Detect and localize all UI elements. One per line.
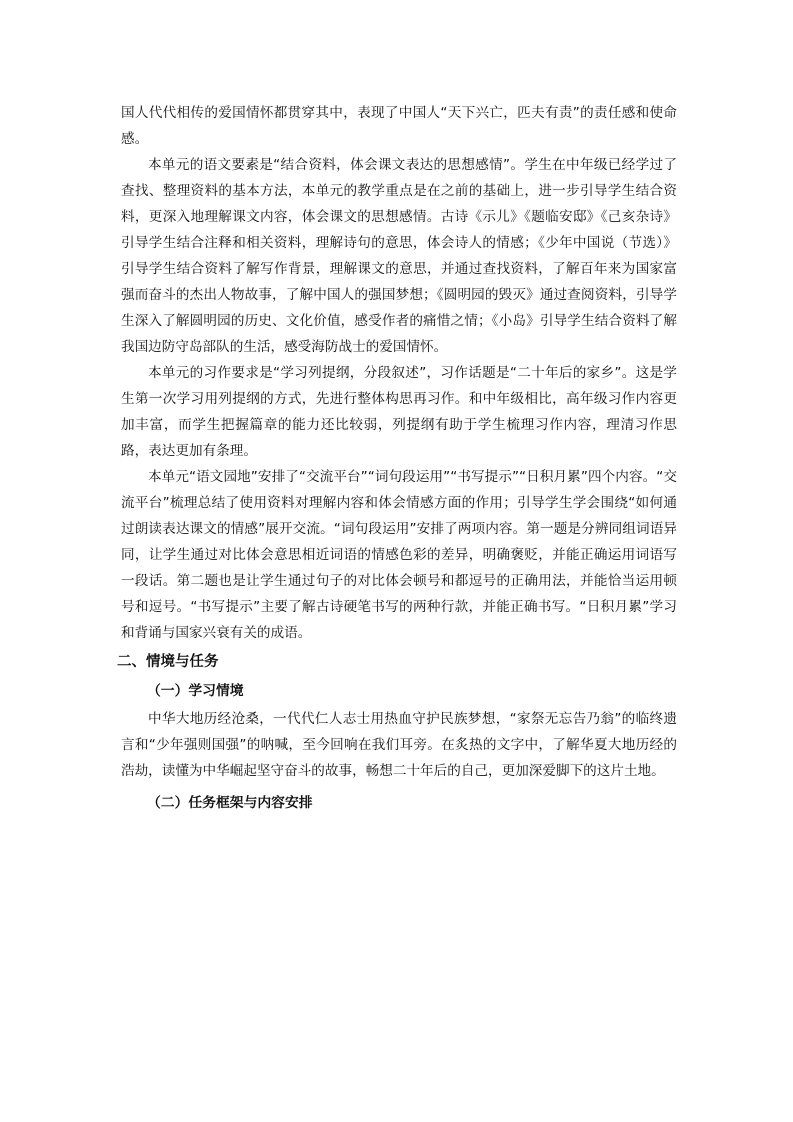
paragraph-writing-requirements: 本单元的习作要求是“学习列提纲，分段叙述”，习作话题是“二十年后的家乡”。这是学生第一次学习用列提纲的方式，先进行整体构思再习作。和中年级相比，高年级习作内容更加丰富，而学生把握篇章的能力还比较弱，列提纲有助于学生梳理习作内容，理清习作思路，表达更加有条理。 — [121, 365, 677, 459]
subsection-heading-learning-context: （一）学习情境 — [147, 683, 244, 699]
paragraph-continuation: 国人代代相传的爱国情怀都贯穿其中，表现了中国人“天下兴亡，匹夫有责”的责任感和使命感。 — [121, 105, 677, 147]
paragraph-language-elements: 本单元的语文要素是“结合资料，体会课文表达的思想感情”。学生在中年级已经学过了查找、整理资料的基本方法，本单元的教学重点是在之前的基础上，进一步引导学生结合资料，更深入地理解课文内容，体会课文的思想感情。古诗《示儿》《题临安邸》《己亥杂诗》引导学生结合注释和相关资料，理解诗句的意思，体会诗人的情感；《少年中国说（节选）》引导学生结合资料了解写作背景，理解课文的意思，并通过查找资料，了解百年来为国家富强而奋斗的杰出人物故事，了解中国人的强国梦想；《圆明园的毁灭》通过查阅资料，引导学生深入了解圆明园的历史、文化价值，感受作者的痛惜之情；《小岛》引导学生结合资料了解我国边防守岛部队的生活，感受海防战士的爱国情怀。 — [121, 157, 677, 355]
paragraph-language-garden: 本单元“语文园地”安排了“交流平台”“词句段运用”“书写提示”“日积月累”四个内容。“交流平台”梳理总结了使用资料对理解内容和体会情感方面的作用；引导学生学会围绕“如何通过朗读表达课文的情感”展开交流。“词句段运用”安排了两项内容。第一题是分辨同组词语异同，让学生通过对比体会意思相近词语的情感色彩的差异，明确褒贬，并能正确运用词语写一段话。第二题也是让学生通过句子的对比体会顿号和都逗号的正确用法，并能恰当运用顿号和逗号。“书写提示”主要了解古诗硬笔书写的两种行款，并能正确书写。“日积月累”学习和背诵与国家兴衰有关的成语。 — [121, 469, 677, 641]
subsection-heading-task-framework: （二）任务框架与内容安排 — [147, 795, 313, 811]
section-heading: 二、情境与任务 — [117, 654, 219, 670]
document-body — [117, 100, 677, 818]
paragraph-learning-context: 中华大地历经沧桑，一代代仁人志士用热血守护民族梦想，“家祭无忘告乃翁”的临终遗言和“少年强则国强”的呐喊，至今回响在我们耳旁。在炙热的文字中，了解华夏大地历经的浩劫，读懂为中华崛起坚守奋斗的故事，畅想二十年后的自己，更加深爱脚下的这片土地。 — [121, 711, 677, 779]
